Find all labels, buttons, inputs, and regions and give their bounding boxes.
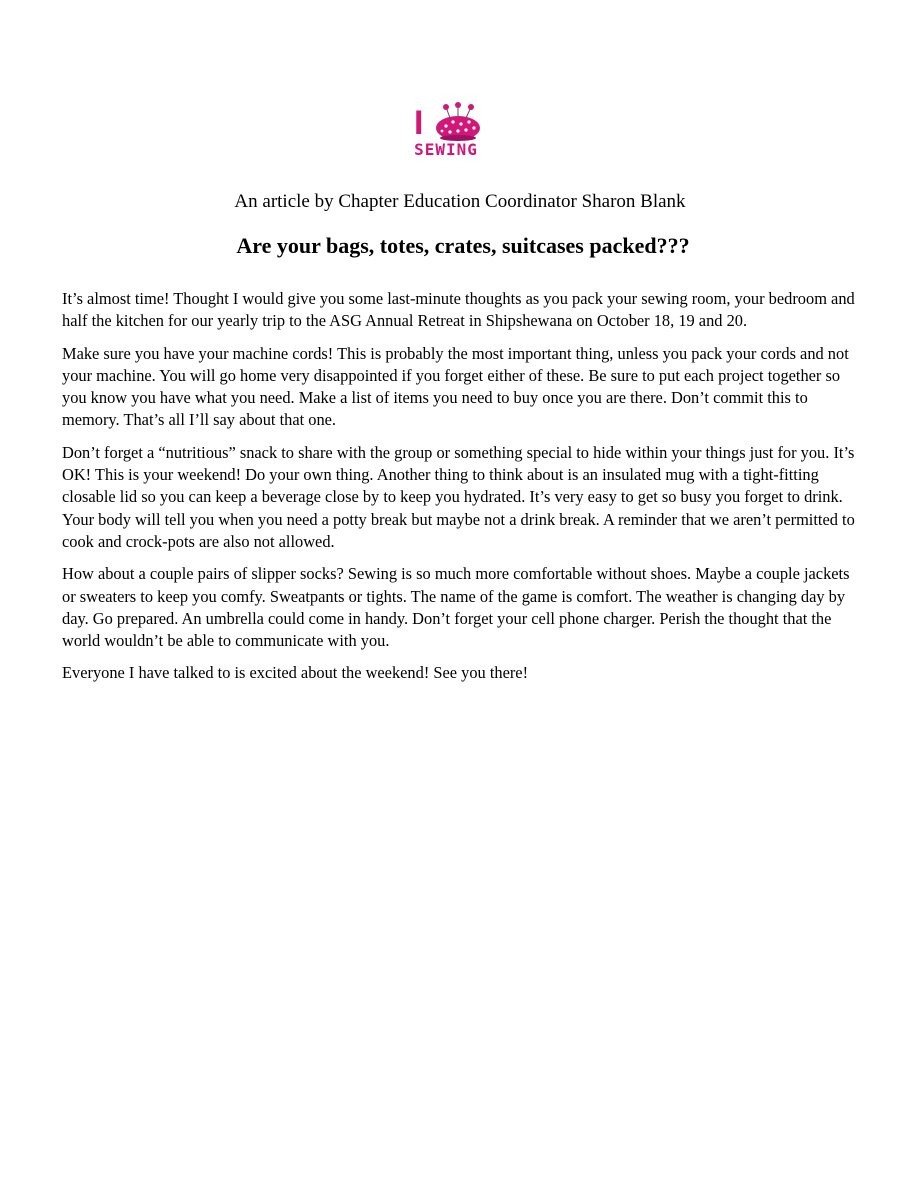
paragraph-closing: Everyone I have talked to is excited about the weekend! See you there!: [62, 663, 529, 683]
paragraph-machine-cords: Make sure you have your machine cords! This is probably the most important thing, unless you pack your cords and not your machine. You will go home very disappointed if you forget either of these. Be sure to put each project together so you know you have what you need. Make a list of items you need to buy once you are there. Don’t commit this to memory. That’s all I’ll say about that one.: [62, 343, 849, 430]
article-headline: Are your bags, totes, crates, suitcases packed???: [236, 233, 690, 258]
paragraph-intro: It’s almost time! Thought I would give you some last-minute thoughts as you pack your sewing room, your bedroom and half the kitchen for our yearly trip to the ASG Annual Retreat in Shipshewana on October 18, 19 and 20.: [62, 289, 855, 331]
logo-word: SEWING: [414, 140, 478, 159]
logo-letter: I: [414, 104, 424, 142]
paragraph-comfort: How about a couple pairs of slipper socks? Sewing is so much more comfortable without shoes. Maybe a couple jackets or sweaters to keep you comfy. Sweatpants or tights. The name of the game is comfort. The weather is changing day by day. Go prepared. An umbrella could come in handy. Don’t forget your cell phone charger. Perish the thought that the world wouldn’t be able to communicate with you.: [62, 564, 850, 651]
pincushion-heart-icon: [432, 102, 484, 142]
paragraph-snacks: Don’t forget a “nutritious” snack to share with the group or something special to hide within your things just for you. It’s OK! This is your weekend! Do your own thing. Another thing to think about is an insulated mug with a tight-fitting closable lid so you can keep a beverage close by to keep you hydrated. It’s very easy to get so busy you forget to drink. Your body will tell you when you need a potty break but maybe not a drink break. A reminder that we aren’t permitted to cook and crock-pots are also not allowed.: [62, 442, 855, 551]
i-love-sewing-logo: [400, 102, 490, 162]
article-body: [62, 288, 862, 695]
article-byline: An article by Chapter Education Coordinator Sharon Blank: [234, 191, 686, 212]
